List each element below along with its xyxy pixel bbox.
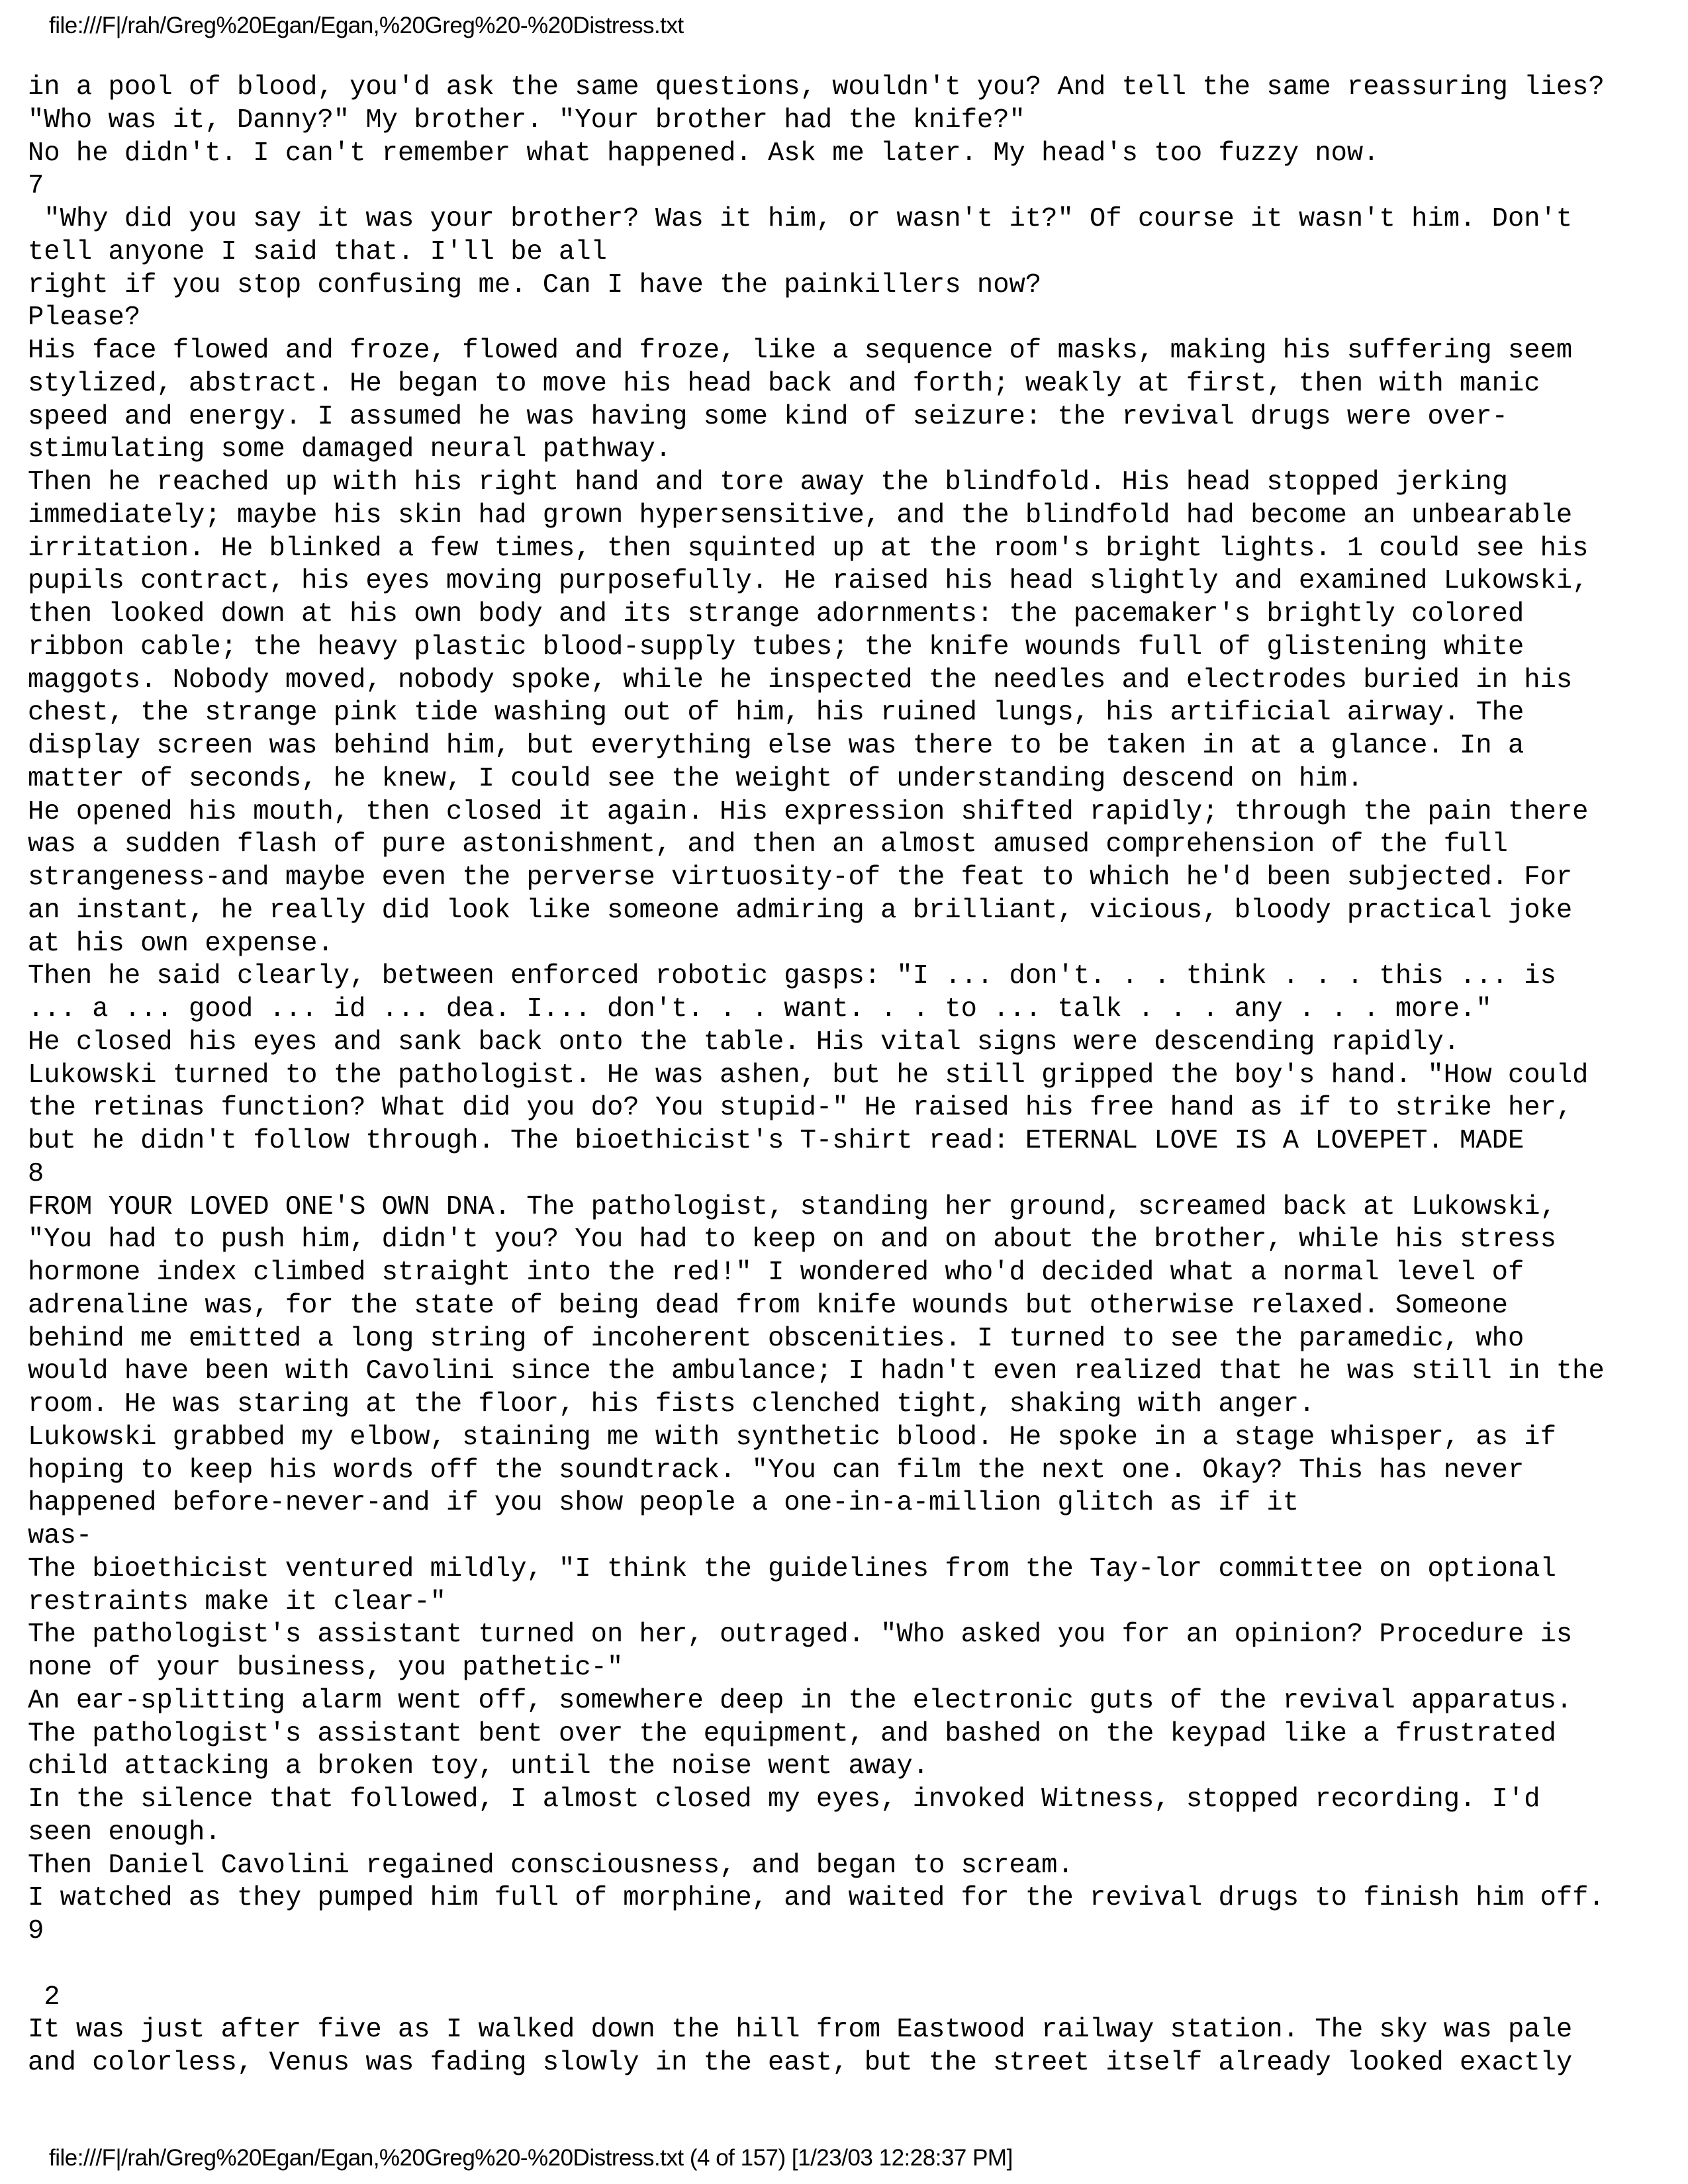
text-line: in a pool of blood, you'd ask the same questions, wouldn't you? And tell the same reassuring lies? <box>28 72 1605 103</box>
text-line: tell anyone I said that. I'll be all <box>28 236 607 267</box>
text-line: An ear-splitting alarm went off, somewhere deep in the electronic guts of the revival apparatus. <box>28 1685 1573 1716</box>
text-line: strangeness-and maybe even the perverse virtuosity-of the feat to which he'd been subjected. For <box>28 862 1573 893</box>
text-line: was- <box>28 1521 93 1551</box>
text-line <box>28 2080 1669 2113</box>
page-number <box>28 1948 1669 1981</box>
text-line: chest, the strange pink tide washing out of him, his ruined lungs, his artificial airway. The <box>28 698 1524 729</box>
text-line: "Who was it, Danny?" My brother. "Your brother had the knife?" <box>28 105 1025 136</box>
text-line: hormone index climbed straight into the red!" I wondered who'd decided what a normal level of <box>28 1257 1524 1288</box>
text-line: happened before-never-and if you show people a one-in-a-million glitch as if it <box>28 1488 1299 1519</box>
text-line: Lukowski turned to the pathologist. He was ashen, but he still gripped the boy's hand. "How could <box>28 1060 1589 1091</box>
text-line: I watched as they pumped him full of morphine, and waited for the revival drugs to finish him off. <box>28 1883 1605 1914</box>
text-line: stimulating some damaged neural pathway. <box>28 434 672 465</box>
page-number: 8 <box>28 1158 44 1189</box>
text-line: but he didn't follow through. The bioethicist's T-shirt read: ETERNAL LOVE IS A LOVEPET. MADE <box>28 1126 1524 1156</box>
text-line: maggots. Nobody moved, nobody spoke, while he inspected the needles and electrodes buried in his <box>28 664 1573 696</box>
text-line: "You had to push him, didn't you? You had to keep on and on about the brother, while his stress <box>28 1224 1556 1255</box>
text-line: irritation. He blinked a few times, then squinted up at the room's bright lights. 1 could see his <box>28 533 1589 564</box>
text-line: Lukowski grabbed my elbow, staining me with synthetic blood. He spoke in a stage whisper, as if <box>28 1422 1556 1453</box>
text-line: stylized, abstract. He began to move his head back and forth; weakly at first, then with manic <box>28 368 1540 399</box>
text-line: He opened his mouth, then closed it again. His expression shifted rapidly; through the pain there <box>28 796 1589 827</box>
text-line: Then he reached up with his right hand and tore away the blindfold. His head stopped jerking <box>28 467 1508 498</box>
document-body <box>28 71 1669 2113</box>
text-line: right if you stop confusing me. Can I have the painkillers now? <box>28 269 1042 300</box>
text-line: was a sudden flash of pure astonishment, and then an almost amused comprehension of the full <box>28 829 1508 860</box>
text-line: pupils contract, his eyes moving purposefully. He raised his head slightly and examined Lukowski, <box>28 566 1589 597</box>
text-line: then looked down at his own body and its strange adornments: the pacemaker's brightly colored <box>28 599 1524 629</box>
text-line: at his own expense. <box>28 928 334 959</box>
text-line: none of your business, you pathetic-" <box>28 1653 624 1683</box>
text-line: child attacking a broken toy, until the noise went away. <box>28 1751 929 1782</box>
text-line: would have been with Cavolini since the ambulance; I hadn't even realized that he was still in the <box>28 1356 1605 1387</box>
text-line: restraints make it clear-" <box>28 1586 446 1617</box>
text-line: Then Daniel Cavolini regained consciousness, and began to scream. <box>28 1850 1074 1881</box>
text-line: speed and energy. I assumed he was having some kind of seizure: the revival drugs were over- <box>28 401 1508 432</box>
text-line: immediately; maybe his skin had grown hypersensitive, and the blindfold had become an unbearable <box>28 500 1573 531</box>
page-number: 7 <box>28 171 44 202</box>
text-line: No he didn't. I can't remember what happened. Ask me later. My head's too fuzzy now. <box>28 138 1380 169</box>
text-line: behind me emitted a long string of incoherent obscenities. I turned to see the paramedic, who <box>28 1323 1524 1354</box>
text-line: room. He was staring at the floor, his fists clenched tight, shaking with anger. <box>28 1389 1315 1420</box>
text-line: The bioethicist ventured mildly, "I think the guidelines from the Tay-lor committee on optional <box>28 1553 1556 1584</box>
text-line: display screen was behind him, but everything else was there to be taken in at a glance. In a <box>28 731 1524 761</box>
file-path-header: file:///F|/rah/Greg%20Egan/Egan,%20Greg%20-%20Distress.txt <box>49 13 684 38</box>
text-line: In the silence that followed, I almost closed my eyes, invoked Witness, stopped recording. I'd <box>28 1784 1540 1815</box>
text-line: hoping to keep his words off the soundtrack. "You can film the next one. Okay? This has never <box>28 1455 1524 1486</box>
text-line: 9 <box>28 1916 44 1946</box>
page-status-footer: file:///F|/rah/Greg%20Egan/Egan,%20Greg%20-%20Distress.txt (4 of 157) [1/23/03 12:28:37 PM] <box>49 2145 1013 2171</box>
text-line: "Why did you say it was your brother? Was it him, or wasn't it?" Of course it wasn't him. Don't <box>28 204 1573 234</box>
text-line: and colorless, Venus was fading slowly in the east, but the street itself already looked exactly <box>28 2048 1573 2078</box>
text-line: He closed his eyes and sank back onto the table. His vital signs were descending rapidly. <box>28 1026 1460 1058</box>
text-line: matter of seconds, he knew, I could see the weight of understanding descend on him. <box>28 763 1364 794</box>
chapter-number: It was just after five as I walked down the hill from Eastwood railway station. The sky was pale <box>28 2015 1573 2046</box>
text-line: adrenaline was, for the state of being dead from knife wounds but otherwise relaxed. Someone <box>28 1290 1508 1321</box>
blank-line: 2 <box>28 1981 60 2013</box>
text-line: FROM YOUR LOVED ONE'S OWN DNA. The pathologist, standing her ground, screamed back at Lukowski, <box>28 1191 1556 1222</box>
text-line: The pathologist's assistant turned on her, outraged. "Who asked you for an opinion? Procedure is <box>28 1619 1573 1651</box>
text-line: ... a ... good ... id ... dea. I... don't. . . want. . . to ... talk . . . any . . . more." <box>28 994 1492 1024</box>
text-line: His face flowed and froze, flowed and froze, like a sequence of masks, making his suffering seem <box>28 336 1573 366</box>
text-line: an instant, he really did look like someone admiring a brilliant, vicious, bloody practical joke <box>28 895 1573 926</box>
text-line: ribbon cable; the heavy plastic blood-supply tubes; the knife wounds full of glistening white <box>28 631 1524 662</box>
text-line: The pathologist's assistant bent over the equipment, and bashed on the keypad like a frustrated <box>28 1718 1556 1749</box>
text-line: the retinas function? What did you do? You stupid-" He raised his free hand as if to strike her, <box>28 1093 1573 1124</box>
text-line: Please? <box>28 302 141 334</box>
text-line: seen enough. <box>28 1817 221 1848</box>
text-line: Then he said clearly, between enforced robotic gasps: "I ... don't. . . think . . . this ... is <box>28 961 1556 992</box>
